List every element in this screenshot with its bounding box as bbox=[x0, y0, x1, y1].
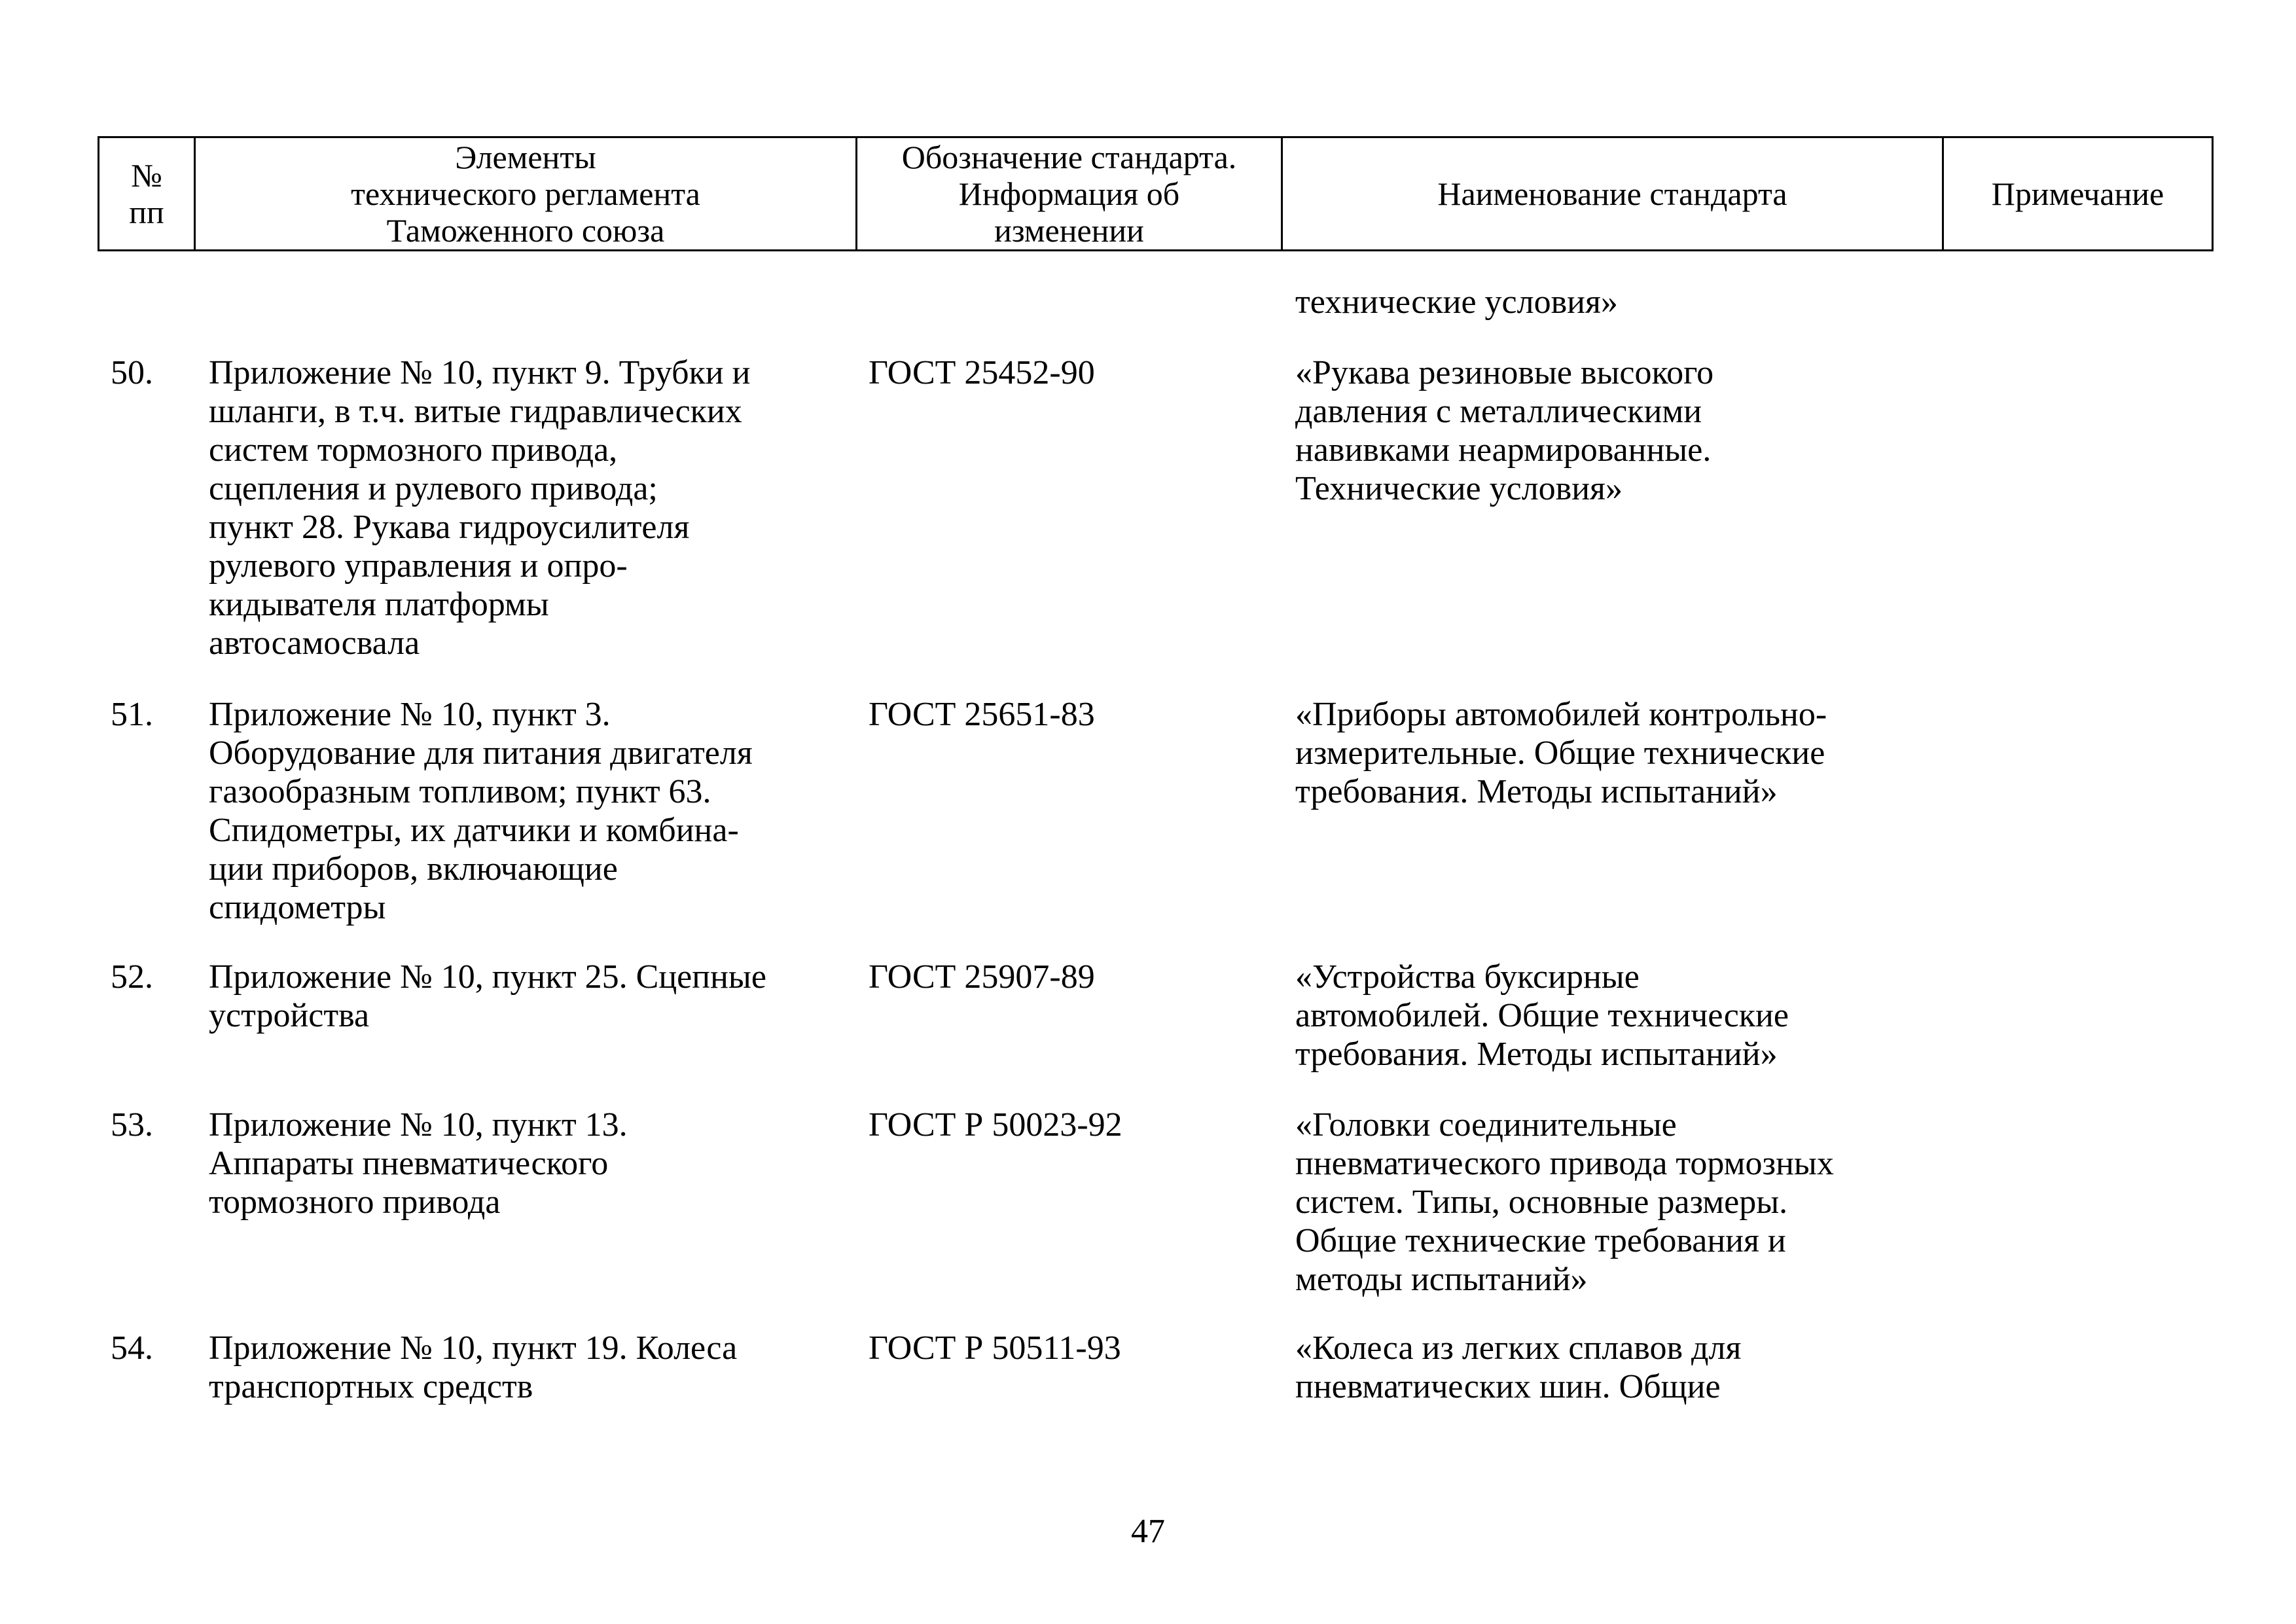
row-number: 51. bbox=[111, 696, 153, 733]
header-note: Примечание bbox=[1991, 175, 2164, 212]
header-elements: Элементы технического регламента Таможенного союза bbox=[196, 138, 857, 249]
header-number: № пп bbox=[99, 138, 196, 249]
standard-designation: ГОСТ 25452-90 bbox=[869, 354, 1095, 391]
page-number: 47 bbox=[1131, 1513, 1165, 1550]
standard-name: «Устройства буксирные автомобилей. Общие технические требования. Методы испытаний» bbox=[1295, 958, 1789, 1073]
regulation-elements: Приложение № 10, пункт 9. Трубки и шланги, в т.ч. витые гидравлических систем тормозного привода, сцепления и рулевого привода; пункт 28. Рукава гидроусилителя рулевого управления и опро- кидывателя платформы автосамосвала bbox=[209, 354, 751, 662]
standard-name: «Рукава резиновые высокого давления с металлическими навивками неармированные. Технические условия» bbox=[1295, 354, 1714, 507]
row-number: 52. bbox=[111, 958, 153, 996]
standard-name-continuation: технические условия» bbox=[1295, 283, 1618, 321]
header-standard-designation: Обозначение стандарта. Информация об изменении bbox=[857, 138, 1283, 249]
table-header bbox=[98, 136, 2214, 251]
row-number: 50. bbox=[111, 354, 153, 391]
row-number: 53. bbox=[111, 1106, 153, 1144]
standard-designation: ГОСТ 25907-89 bbox=[869, 958, 1095, 996]
regulation-elements: Приложение № 10, пункт 19. Колеса транспортных средств bbox=[209, 1329, 738, 1405]
standard-designation: ГОСТ 25651-83 bbox=[869, 696, 1095, 733]
standard-name: «Колеса из легких сплавов для пневматических шин. Общие bbox=[1295, 1329, 1742, 1405]
regulation-elements: Приложение № 10, пункт 3. Оборудование для питания двигателя газообразным топливом; пункт 63. Спидометры, их датчики и комбина- ции приборов, включающие спидометры bbox=[209, 696, 753, 926]
regulation-elements: Приложение № 10, пункт 25. Сцепные устройства bbox=[209, 958, 766, 1034]
regulation-elements: Приложение № 10, пункт 13. Аппараты пневматического тормозного привода bbox=[209, 1106, 628, 1221]
row-number: 54. bbox=[111, 1329, 153, 1367]
standard-name: «Головки соединительные пневматического привода тормозных систем. Типы, основные размеры. Общие технические требования и методы испытаний» bbox=[1295, 1106, 1834, 1298]
standard-designation: ГОСТ Р 50023-92 bbox=[869, 1106, 1122, 1144]
standard-name: «Приборы автомобилей контрольно- измерительные. Общие технические требования. Методы испытаний» bbox=[1295, 696, 1827, 810]
header-standard-name: Наименование стандарта bbox=[1283, 138, 1944, 249]
standard-designation: ГОСТ Р 50511-93 bbox=[869, 1329, 1121, 1367]
